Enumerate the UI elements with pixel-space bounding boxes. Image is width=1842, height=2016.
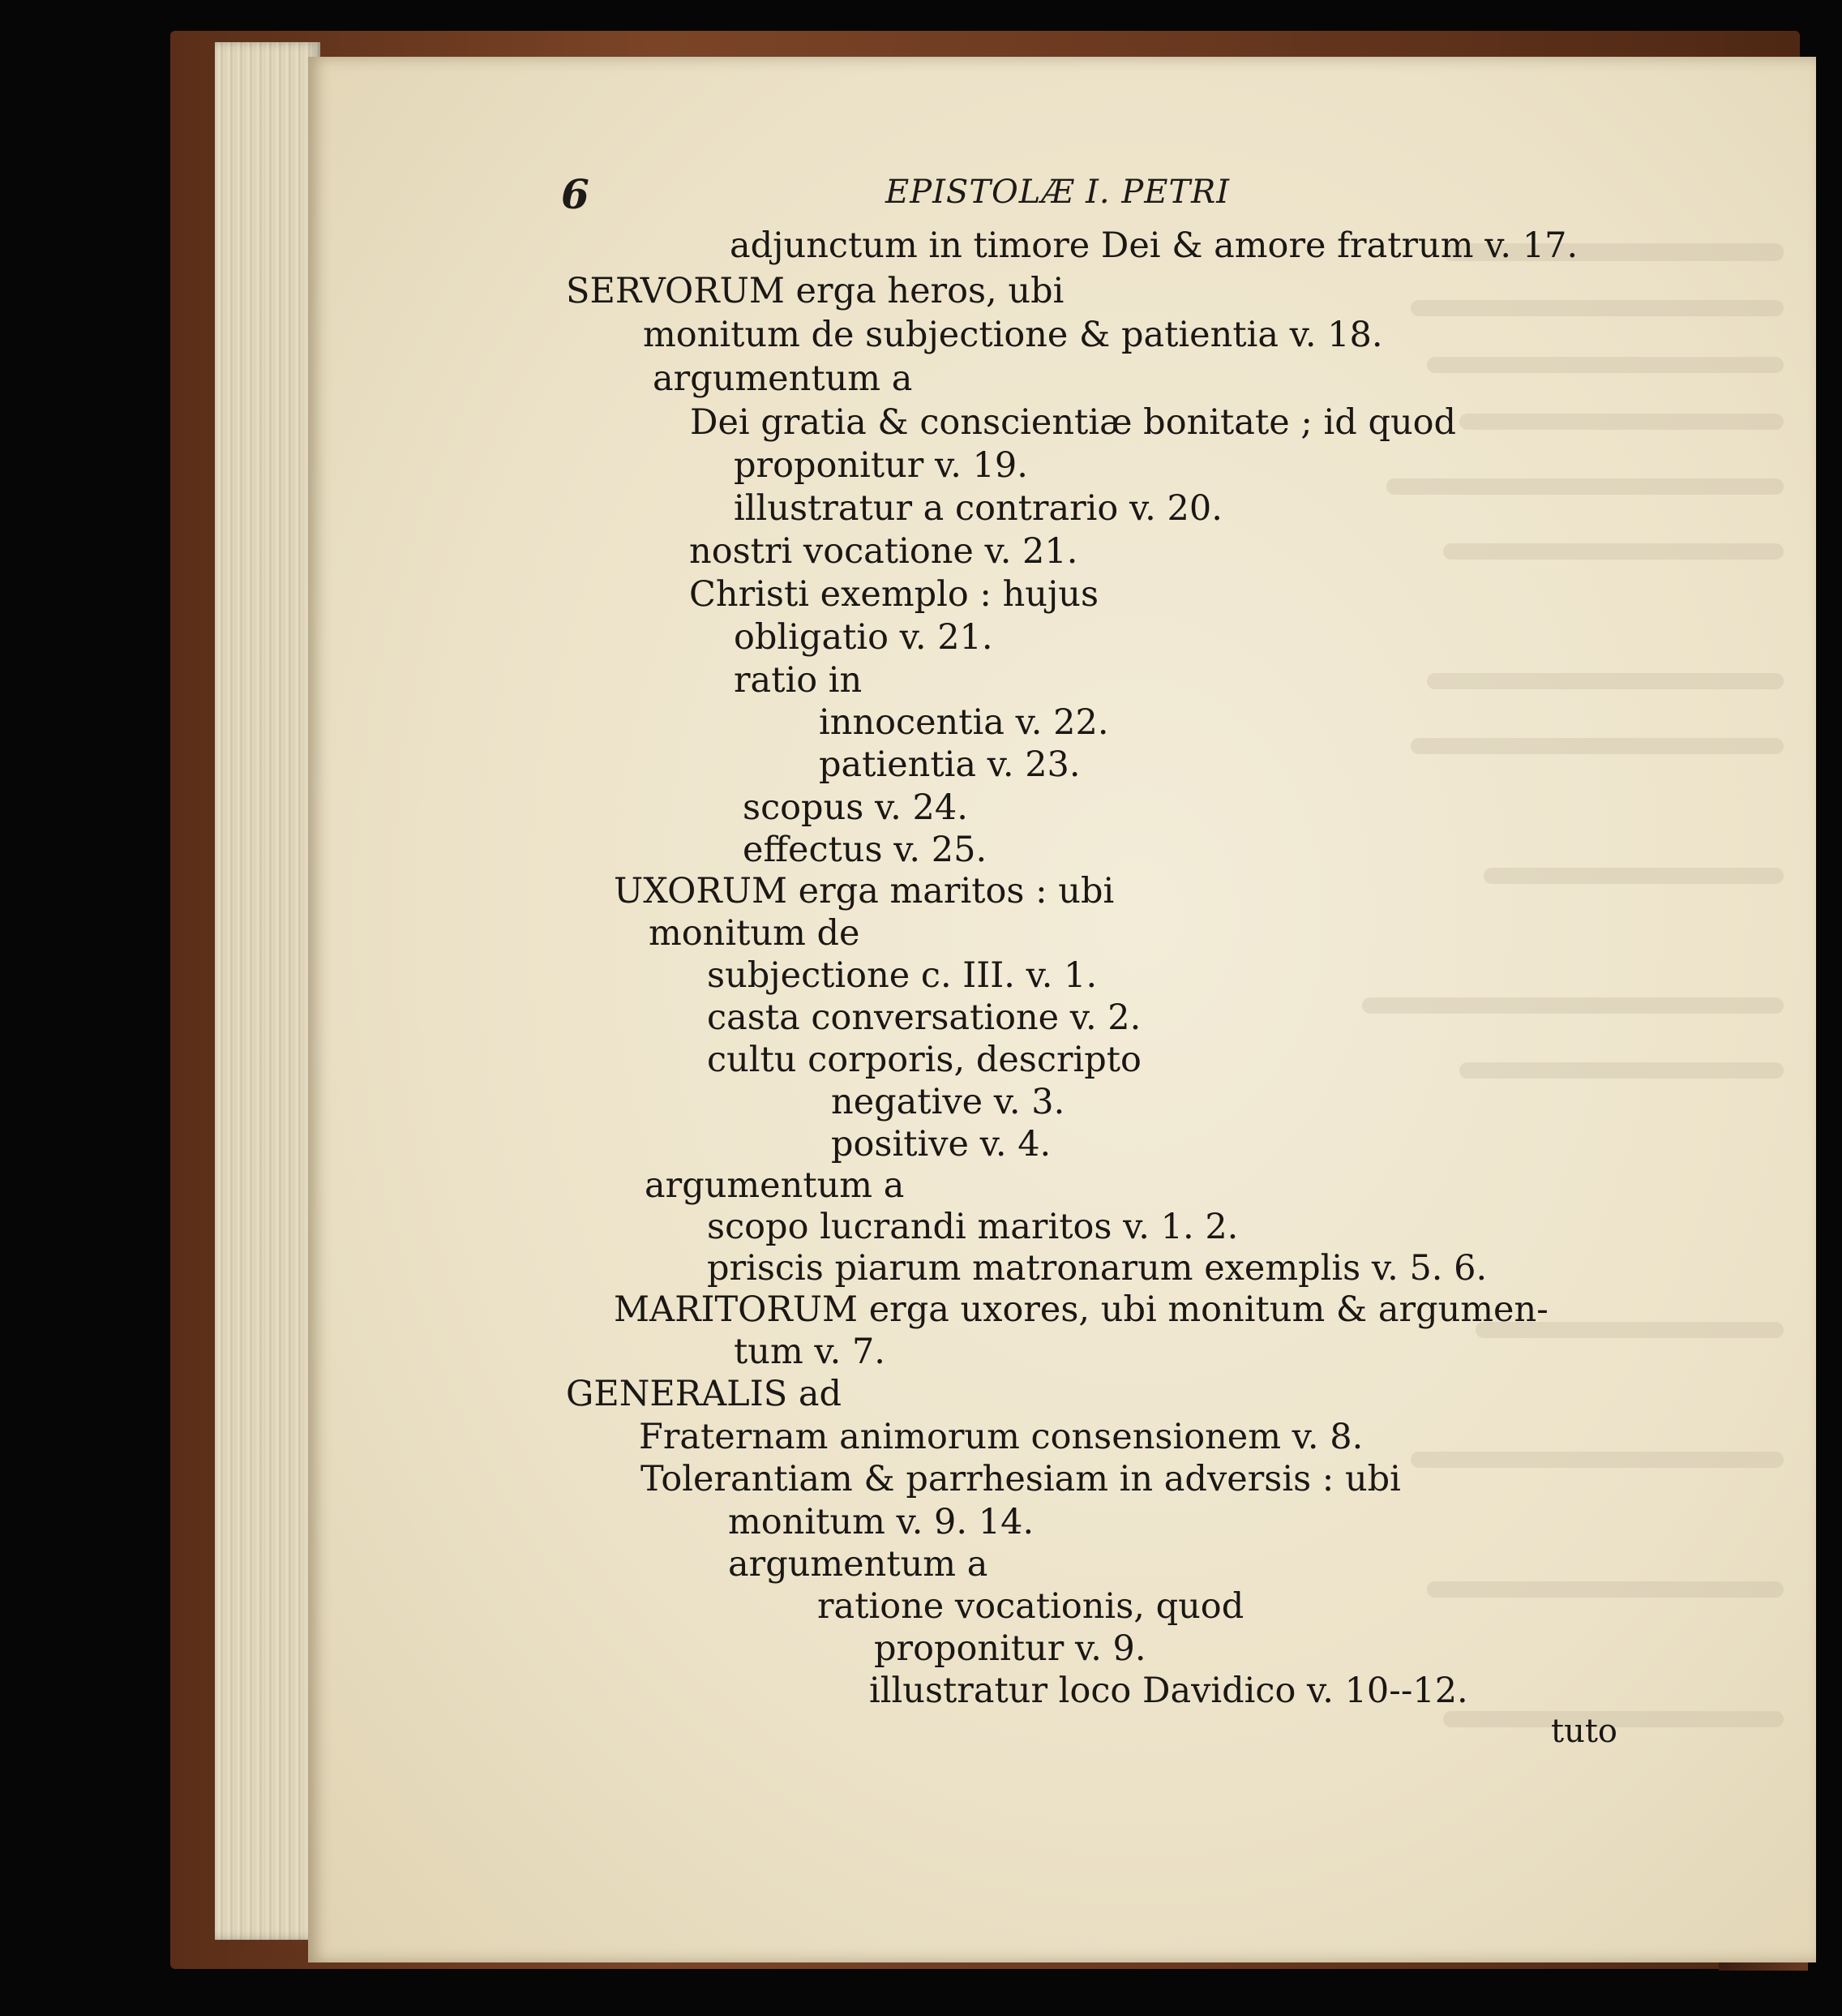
text-line: positive v. 4. xyxy=(831,1124,1052,1165)
text-line: ratio in xyxy=(734,660,863,701)
text-line: cultu corporis, descripto xyxy=(707,1040,1142,1080)
catchword: tuto xyxy=(1551,1713,1617,1750)
text-line: illustratur loco Davidico v. 10--12. xyxy=(869,1671,1468,1711)
text-line: argumentum a xyxy=(653,358,913,399)
text-line: SERVORUM erga heros, ubi xyxy=(566,271,1065,311)
text-line: monitum de xyxy=(649,913,860,954)
text-line: ratione vocationis, quod xyxy=(817,1586,1244,1627)
text-line: monitum v. 9. 14. xyxy=(728,1502,1035,1542)
text-line: GENERALIS ad xyxy=(566,1374,842,1414)
text-line: priscis piarum matronarum exemplis v. 5. 6. xyxy=(707,1248,1488,1289)
text-line: patientia v. 23. xyxy=(819,744,1081,785)
text-line: innocentia v. 22. xyxy=(819,702,1109,743)
text-line: effectus v. 25. xyxy=(743,830,987,870)
text-line: proponitur v. 9. xyxy=(874,1628,1146,1669)
text-line: nostri vocatione v. 21. xyxy=(689,531,1078,572)
running-head: EPISTOLÆ I. PETRI xyxy=(885,174,1231,211)
text-line: obligatio v. 21. xyxy=(734,617,993,658)
text-line: casta conversatione v. 2. xyxy=(707,997,1142,1038)
text-line: MARITORUM erga uxores, ubi monitum & argumen- xyxy=(614,1289,1549,1330)
text-line: scopo lucrandi maritos v. 1. 2. xyxy=(707,1207,1239,1247)
text-line: Christi exemplo : hujus xyxy=(689,574,1099,615)
text-line: Fraternam animorum consensionem v. 8. xyxy=(639,1417,1364,1457)
text-line: subjectione c. III. v. 1. xyxy=(707,955,1098,996)
text-line: adjunctum in timore Dei & amore fratrum v. 17. xyxy=(730,225,1579,266)
text-line: Dei gratia & conscientiæ bonitate ; id quod xyxy=(690,402,1457,443)
text-line: illustratur a contrario v. 20. xyxy=(734,488,1223,529)
text-line: Tolerantiam & parrhesiam in adversis : ubi xyxy=(640,1459,1401,1499)
text-line: monitum de subjectione & patientia v. 18. xyxy=(643,315,1383,355)
text-line: UXORUM erga maritos : ubi xyxy=(614,871,1115,911)
text-line: argumentum a xyxy=(728,1544,988,1585)
text-line: negative v. 3. xyxy=(831,1082,1065,1122)
page-stack xyxy=(215,42,320,1940)
text-line: argumentum a xyxy=(645,1165,905,1206)
page-number: 6 xyxy=(561,170,589,218)
text-line: tum v. 7. xyxy=(734,1332,885,1372)
text-line: proponitur v. 19. xyxy=(734,445,1028,486)
text-line: scopus v. 24. xyxy=(743,787,968,828)
